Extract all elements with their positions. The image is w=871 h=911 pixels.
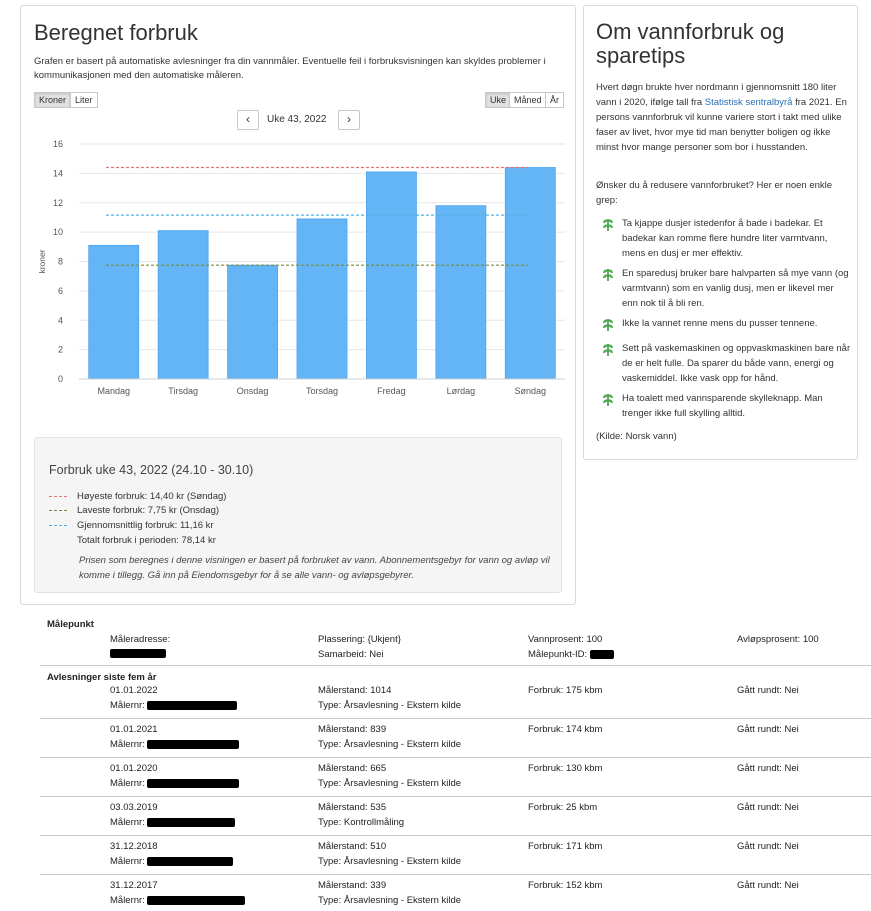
meter-address-label: Måleradresse: <box>110 634 171 645</box>
leaf-icon <box>596 216 622 261</box>
week-label: Uke 43, 2022 <box>267 114 327 125</box>
summary-row-avg <box>49 520 214 531</box>
meter-number <box>110 817 235 828</box>
reading-rollover: Gått rundt: Nei <box>737 724 799 735</box>
meter-number <box>110 700 237 711</box>
leaf-icon <box>596 341 622 386</box>
y-tick-label: 8 <box>57 256 63 267</box>
summary-row-min <box>49 505 219 516</box>
reading-type: Type: Årsavlesning - Ekstern kilde <box>318 895 462 906</box>
chevron-left-icon: ‹ <box>246 112 250 126</box>
x-tick-label: Mandag <box>97 386 130 396</box>
tips-paragraph-1: Hvert døgn brukte hver nordmann i gjennomsnitt 180 liter vann i 2020, ifølge tall fra Statistisk sentralbyrå fra 2021. En persons vannforbruk vil kunne variere stort i takt med ulike faser av livet, hvor mye tid man benytter boligen og ikke minst hvor mange personer som bor i husstanden. <box>596 82 847 153</box>
reading-date: 31.12.2017 <box>110 880 158 891</box>
summary-row-max <box>49 491 226 502</box>
usage-title: Beregnet forbruk <box>34 20 198 45</box>
row-divider <box>40 718 871 719</box>
bar <box>436 206 486 379</box>
tip-item: Ikke la vannet renne mens du pusser tennene. <box>596 316 851 336</box>
summary-row-total <box>77 535 216 546</box>
bar <box>505 168 555 380</box>
avg-line-swatch <box>49 525 67 526</box>
chevron-right-icon: › <box>347 112 351 126</box>
reading-usage: Forbruk: 171 kbm <box>528 841 603 852</box>
meter-number-label: Målernr: <box>110 895 145 906</box>
bar <box>158 231 208 379</box>
ssb-link[interactable]: Statistisk sentralbyrå <box>704 97 793 108</box>
reading-type: Type: Årsavlesning - Ekstern kilde <box>318 739 462 750</box>
summary-box <box>34 437 562 593</box>
reading-value: Målerstand: 1014 <box>318 685 392 696</box>
period-toggle-ar[interactable]: År <box>545 92 564 108</box>
meter-number <box>110 856 233 867</box>
y-tick-label: 14 <box>52 168 63 179</box>
readings-section-title: Avlesninger siste fem år <box>47 672 157 683</box>
tips-panel <box>583 5 858 460</box>
x-tick-label: Onsdag <box>236 386 269 396</box>
redacted-block <box>110 649 166 658</box>
reading-type: Type: Årsavlesning - Ekstern kilde <box>318 856 462 867</box>
summary-title: Forbruk uke 43, 2022 (24.10 - 30.10) <box>49 463 254 477</box>
prev-week-button[interactable] <box>237 110 259 130</box>
x-tick-label: Søndag <box>514 386 547 396</box>
y-tick-label: 6 <box>57 285 63 296</box>
next-week-button[interactable] <box>338 110 360 130</box>
tips-title: Om vannforbruk og sparetips <box>596 19 785 68</box>
usage-intro: Grafen er basert på automatiske avlesninger fra din vannmåler. Eventuelle feil i forbruksvisningen kan skyldes problemer i kommunikasjonen med den automatiske måleren. <box>34 56 546 81</box>
leaf-icon <box>596 391 622 421</box>
reading-type: Type: Kontrollmåling <box>318 817 405 828</box>
bar <box>297 219 347 379</box>
usage-panel <box>20 5 576 605</box>
meter-sewer-pct: Avløpsprosent: 100 <box>737 634 819 645</box>
meter-section-title: Målepunkt <box>47 619 94 630</box>
tips-list <box>596 216 851 426</box>
meter-number <box>110 778 239 789</box>
reading-usage: Forbruk: 25 kbm <box>528 802 598 813</box>
redacted-block <box>147 740 239 749</box>
reading-date: 01.01.2022 <box>110 685 158 696</box>
meter-number <box>110 895 245 906</box>
tip-item: Sett på vaskemaskinen og oppvaskmaskinen bare når de er helt fulle. Da sparer du både vann, energi og vaskemiddel. Ikke vask opp for hånd. <box>596 341 851 386</box>
summary-total-text: Totalt forbruk i perioden: 78,14 kr <box>77 535 216 546</box>
reading-type: Type: Årsavlesning - Ekstern kilde <box>318 778 462 789</box>
row-divider <box>40 835 871 836</box>
redacted-block <box>147 701 237 710</box>
y-axis-label: kroner <box>37 249 47 274</box>
source-note: (Kilde: Norsk vann) <box>596 431 677 442</box>
leaf-icon <box>596 266 622 311</box>
tip-item: Ta kjappe dusjer istedenfor å bade i badekar. Et badekar kan romme flere hundre liter varmtvann, mens en dusj er mer effektiv. <box>596 216 851 261</box>
y-tick-label: 2 <box>57 344 63 355</box>
redacted-block <box>590 650 614 659</box>
reading-value: Målerstand: 839 <box>318 724 387 735</box>
summary-min-text: Laveste forbruk: 7,75 kr (Onsdag) <box>77 505 220 516</box>
meter-address-value <box>110 648 166 659</box>
reading-usage: Forbruk: 174 kbm <box>528 724 603 735</box>
redacted-block <box>147 896 245 905</box>
reading-usage: Forbruk: 130 kbm <box>528 763 603 774</box>
period-toggle-uke[interactable]: Uke <box>485 92 511 108</box>
x-tick-label: Torsdag <box>305 386 339 396</box>
usage-chart <box>21 133 577 403</box>
meter-number-label: Målernr: <box>110 778 145 789</box>
summary-note: Prisen som beregnes i denne visningen er basert på forbruket av vann. Abonnementsgebyr for vann og avløp vil komme i tillegg. Gå inn på Eiendomsgebyr for å se alle vann- og avløpsgebyrer. <box>79 555 550 581</box>
y-tick-label: 0 <box>57 374 63 384</box>
row-divider <box>40 874 871 875</box>
divider <box>40 665 871 666</box>
unit-toggle-kroner[interactable]: Kroner <box>34 92 71 108</box>
row-divider <box>40 796 871 797</box>
meter-number-label: Målernr: <box>110 739 145 750</box>
reading-value: Målerstand: 535 <box>318 802 387 813</box>
y-tick-label: 10 <box>52 227 63 238</box>
leaf-icon <box>596 316 622 336</box>
unit-toggle-liter[interactable]: Liter <box>70 92 98 108</box>
meter-id: Målepunkt-ID: <box>528 649 614 660</box>
x-tick-label: Lørdag <box>446 386 476 396</box>
reading-value: Målerstand: 510 <box>318 841 387 852</box>
meter-water-pct: Vannprosent: 100 <box>528 634 603 645</box>
meter-number-label: Målernr: <box>110 817 145 828</box>
min-line-swatch <box>49 510 67 511</box>
tips-paragraph-2: Ønsker du å redusere vannforbruket? Her er noen enkle grep: <box>596 180 833 206</box>
redacted-block <box>147 818 235 827</box>
redacted-block <box>147 779 239 788</box>
tip-item: Ha toalett med vannsparende skylleknapp. Man trenger ikke full skylling alltid. <box>596 391 851 421</box>
reading-value: Målerstand: 339 <box>318 880 387 891</box>
reading-rollover: Gått rundt: Nei <box>737 880 799 891</box>
y-tick-label: 4 <box>57 315 63 326</box>
meter-number-label: Målernr: <box>110 700 145 711</box>
summary-max-text: Høyeste forbruk: 14,40 kr (Søndag) <box>77 491 227 502</box>
reading-date: 01.01.2020 <box>110 763 158 774</box>
meter-cooperation: Samarbeid: Nei <box>318 649 384 660</box>
reading-rollover: Gått rundt: Nei <box>737 802 799 813</box>
y-tick-label: 12 <box>52 197 63 208</box>
reading-date: 31.12.2018 <box>110 841 158 852</box>
reading-usage: Forbruk: 175 kbm <box>528 685 603 696</box>
meter-placement: Plassering: {Ukjent} <box>318 634 401 645</box>
reading-rollover: Gått rundt: Nei <box>737 685 799 696</box>
x-tick-label: Fredag <box>377 386 406 396</box>
y-tick-label: 16 <box>52 139 63 149</box>
reading-value: Målerstand: 665 <box>318 763 387 774</box>
reading-date: 03.03.2019 <box>110 802 158 813</box>
tip-item: En sparedusj bruker bare halvparten så mye vann (og varmtvann) som en vanlig dusj, men er likevel mer enn nok til å bli ren. <box>596 266 851 311</box>
meter-number-label: Målernr: <box>110 856 145 867</box>
bar <box>228 265 278 379</box>
summary-avg-text: Gjennomsnittlig forbruk: 11,16 kr <box>77 520 214 531</box>
meter-number <box>110 739 239 750</box>
bar <box>366 172 416 379</box>
x-tick-label: Tirsdag <box>168 386 198 396</box>
reading-type: Type: Årsavlesning - Ekstern kilde <box>318 700 462 711</box>
row-divider <box>40 757 871 758</box>
reading-date: 01.01.2021 <box>110 724 158 735</box>
max-line-swatch <box>49 496 67 497</box>
reading-rollover: Gått rundt: Nei <box>737 841 799 852</box>
redacted-block <box>147 857 233 866</box>
reading-rollover: Gått rundt: Nei <box>737 763 799 774</box>
period-toggle-maned[interactable]: Måned <box>509 92 547 108</box>
reading-usage: Forbruk: 152 kbm <box>528 880 603 891</box>
